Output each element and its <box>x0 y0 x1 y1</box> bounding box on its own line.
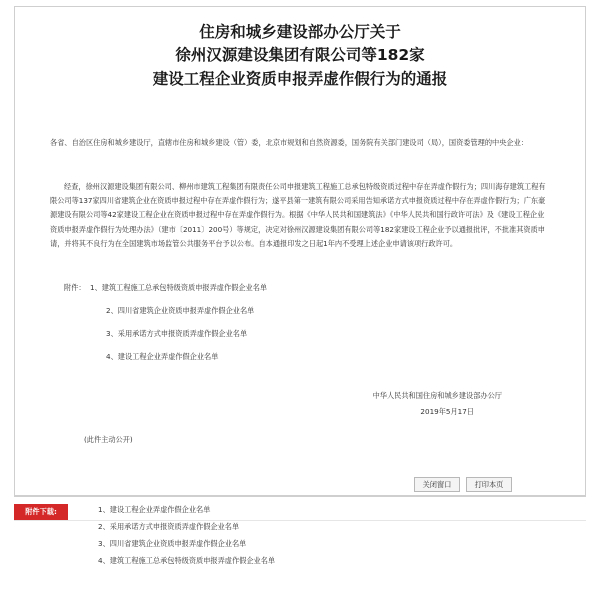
attachment-item-3: 3、采用承诺方式申报资质弄虚作假企业名单 <box>106 329 248 338</box>
attachment-item-1: 1、建筑工程施工总承包特级资质申报弄虚作假企业名单 <box>90 283 268 292</box>
disclosure-note: (此件主动公开) <box>84 435 133 444</box>
addressee-text: 各省、自治区住房和城乡建设厅，直辖市住房和城乡建设（管）委，北京市规划和自然资源委，国务院有关部门建设司（局），国资委管理的中央企业： <box>50 138 528 147</box>
download-link-1[interactable]: 1、建设工程企业弄虚作假企业名单 <box>98 505 211 514</box>
download-link-4[interactable]: 4、建筑工程施工总承包特级资质申报弄虚作假企业名单 <box>98 556 276 565</box>
issuer-name: 中华人民共和国住房和城乡建设部办公厅 <box>372 391 502 400</box>
issue-date: 2019年5月17日 <box>420 407 474 416</box>
download-link-2[interactable]: 2、采用承诺方式申报资质弄虚作假企业名单 <box>98 522 240 531</box>
attachment-item-2: 2、四川省建筑企业资质申报弄虚作假企业名单 <box>106 306 255 315</box>
notice-body-paragraph: 经查，徐州汉源建设集团有限公司、柳州市建筑工程集团有限责任公司申报建筑工程施工总承包特级资质过程中存在弄虚作假行为；四川海存建筑工程有限公司等137家四川省建筑企业在资质申报过程中存在弄虚作假行为；遂平县第一建筑有限公司采用告知承诺方式申报资质过程中存在弄虚作假行为；广东豪源建设有限公司等42家建设工程企业在资质申报过程中存在弄虚作假行为。根据《中华人民共和国建筑法》《中华人民共和国行政许可法》及《建设工程企业资质申报弄虚作假行为处理办法》（建市〔2011〕200号）等规定，决定对徐州汉源建设集团有限公司等182家建设工程企业予以通报批评，不批准其资质申请，并将其不良行为在全国建筑市场监管公共服务平台予以公布。自本通报印发之日起1年内不受理上述企业申请该项行政许可。 <box>50 182 546 248</box>
downloads-badge: 附件下载: <box>14 504 68 520</box>
downloads-underline <box>14 520 586 521</box>
notice-title-line-1: 住房和城乡建设部办公厅关于 <box>199 23 401 41</box>
notice-title-line-2: 徐州汉源建设集团有限公司等182家 <box>175 46 425 64</box>
section-divider <box>14 496 586 497</box>
close-window-button[interactable]: 关闭窗口 <box>414 477 460 492</box>
download-link-3[interactable]: 3、四川省建筑企业资质申报弄虚作假企业名单 <box>98 539 247 548</box>
print-page-button[interactable]: 打印本页 <box>466 477 512 492</box>
attachment-item-4: 4、建设工程企业弄虚作假企业名单 <box>106 352 219 361</box>
attachments-label: 附件： <box>64 283 86 292</box>
notice-title-line-3: 建设工程企业资质申报弄虚作假行为的通报 <box>152 70 448 88</box>
